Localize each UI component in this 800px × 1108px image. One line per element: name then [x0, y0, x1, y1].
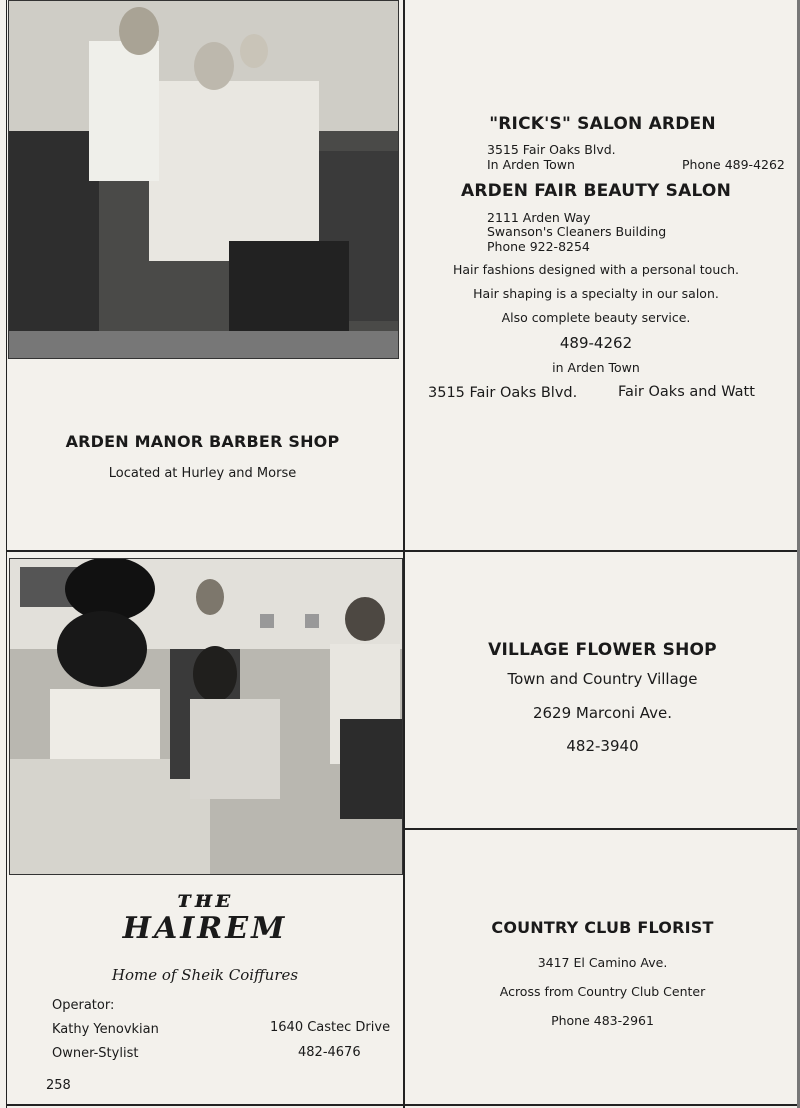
ricks-town: In Arden Town [487, 157, 575, 172]
page-number: 258 [46, 1078, 71, 1093]
arden-fair-line2: Hair shaping is a specialty in our salon. [473, 286, 719, 301]
ricks-phone: Phone 489-4262 [682, 157, 785, 172]
country-club-florist-phone: Phone 483-2961 [551, 1013, 654, 1028]
arden-fair-building: Swanson's Cleaners Building [487, 224, 667, 239]
country-club-florist-address: 3417 El Camino Ave. [537, 955, 668, 970]
hairem-logo [0, 886, 410, 946]
hairem-operator-label: Operator: [52, 998, 115, 1013]
arden-fair-line1: Hair fashions designed with a personal touch. [452, 262, 740, 277]
hairem-address: 1640 Castec Drive [270, 1020, 391, 1035]
village-flower-title: VILLAGE FLOWER SHOP [488, 640, 717, 660]
arden-fair-address: 2111 Arden Way [487, 210, 591, 225]
hairem-salon-photo [9, 558, 403, 875]
bottom-edge [6, 1104, 800, 1106]
barber-shop-photo [8, 0, 399, 359]
arden-fair-town: in Arden Town [552, 360, 640, 375]
hairem-logo-the: ᴛʜᴇ [176, 884, 234, 913]
arden-fair-line3: Also complete beauty service. [501, 310, 691, 325]
hairem-role: Owner-Stylist [52, 1046, 139, 1061]
arden-fair-title: ARDEN FAIR BEAUTY SALON [460, 181, 731, 201]
village-flower-location: Town and Country Village [507, 670, 698, 688]
arden-fair-address2: 3515 Fair Oaks Blvd. [428, 385, 578, 401]
barber-shop-title: ARDEN MANOR BARBER SHOP [65, 432, 340, 451]
ricks-address: 3515 Fair Oaks Blvd. [487, 142, 616, 157]
middle-divider [6, 550, 800, 552]
barber-shop-location: Located at Hurley and Morse [108, 466, 297, 481]
arden-fair-phone: Phone 922-8254 [487, 239, 590, 254]
hairem-tagline: Home of Sheik Coiffures [111, 966, 299, 984]
arden-fair-number: 489-4262 [559, 334, 633, 352]
country-club-florist-title: COUNTRY CLUB FLORIST [491, 918, 714, 937]
village-flower-address: 2629 Marconi Ave. [532, 704, 673, 722]
hairem-phone: 482-4676 [298, 1045, 361, 1060]
village-flower-phone: 482-3940 [566, 737, 639, 755]
arden-fair-cross-streets: Fair Oaks and Watt [618, 384, 755, 400]
right-lower-divider [405, 828, 800, 830]
country-club-florist-across: Across from Country Club Center [499, 984, 706, 999]
hairem-logo-name: HAIREM [122, 911, 288, 946]
hairem-operator-name: Kathy Yenovkian [52, 1022, 159, 1037]
ricks-salon-title: "RICK'S" SALON ARDEN [489, 114, 716, 134]
